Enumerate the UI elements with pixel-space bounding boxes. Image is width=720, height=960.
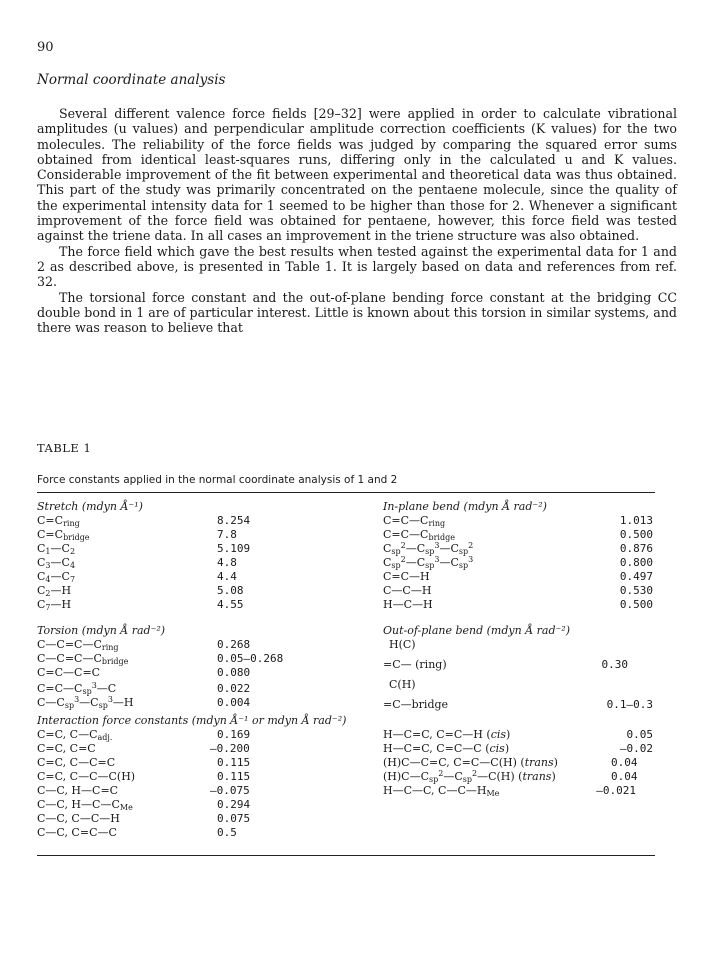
body-text: [37, 106, 677, 335]
interaction-label: H—C=C, C=C—C (cis): [383, 742, 510, 755]
stretch-label: $C_3—C_4$: [37, 556, 76, 570]
paragraph-2: The force field which gave the best results when tested against the experimental data for 1 and 2 as described above, is presented in Table 1. It is largely based on data and references from ref. 32.: [37, 243, 677, 290]
interaction-value: 0.115: [217, 756, 251, 769]
interaction-label: C—C, C=C—C: [37, 826, 117, 839]
stretch-label: $C_4—C_7$: [37, 570, 76, 584]
page-number: 90: [37, 40, 54, 55]
interaction-label: H—C—C, $C—C—H_{Me}$: [383, 784, 500, 798]
table-label: TABLE 1: [37, 441, 92, 455]
interaction-value: 0.04: [611, 770, 638, 783]
inplane-heading: In-plane bend (mdyn Å rad⁻²): [383, 500, 547, 513]
outofplane-label: =C—bridge: [383, 698, 449, 711]
interaction-value: 0.5: [217, 826, 237, 839]
outofplane-value: 0.1—0.3: [606, 698, 653, 711]
stretch-value: 4.55: [217, 598, 244, 611]
outofplane-label: =C— (ring): [383, 658, 447, 671]
torsion-value: 0.268: [217, 638, 251, 651]
outofplane-substituent: H(C): [389, 638, 416, 651]
torsion-heading: Torsion (mdyn Å rad⁻²): [37, 624, 166, 637]
stretch-value: 4.4: [217, 570, 237, 583]
torsion-label: $C—C_{sp}^3—C_{sp}^3—H$: [37, 695, 134, 710]
torsion-value: 0.05—0.268: [217, 652, 284, 665]
table-bottom-rule: [37, 855, 655, 856]
inplane-value: 1.013: [619, 514, 653, 527]
stretch-label: $C_2—H$: [37, 584, 72, 598]
torsion-value: 0.004: [217, 696, 251, 709]
interaction-value: 0.075: [217, 812, 251, 825]
table-top-rule: [37, 492, 655, 493]
interaction-heading: Interaction force constants (mdyn Å⁻¹ or mdyn Å rad⁻²): [37, 714, 347, 727]
paragraph-3: The torsional force constant and the out-of-plane bending force constant at the bridging CC double bond in 1 are of particular interest. Little is known about this torsion in similar systems, and there was reason to believe that: [37, 289, 677, 336]
stretch-value: 8.254: [217, 514, 251, 527]
inplane-value: 0.800: [619, 556, 653, 569]
inplane-label: $C=C—C_{bridge}$: [383, 528, 455, 542]
stretch-label: $C_7—H$: [37, 598, 72, 612]
interaction-label: H—C=C, C=C—H (cis): [383, 728, 511, 741]
inplane-label: $C=C—C_{ring}$: [383, 514, 446, 528]
inplane-value: 0.500: [619, 598, 653, 611]
interaction-value: 0.169: [217, 728, 251, 741]
interaction-label: C—C, C—C—H: [37, 812, 120, 825]
stretch-value: 5.109: [217, 542, 251, 555]
interaction-label: C—C, H—C=C: [37, 784, 119, 797]
interaction-label: C=C, $C—C_{adj.}$: [37, 728, 113, 742]
interaction-value: 0.04: [611, 756, 638, 769]
interaction-label: C=C, C=C: [37, 742, 96, 755]
stretch-value: 5.08: [217, 584, 244, 597]
section-title: Normal coordinate analysis: [37, 72, 226, 88]
outofplane-substituent: C(H): [389, 678, 416, 691]
torsion-label: C=C—C=C: [37, 666, 101, 679]
interaction-value: —0.200: [210, 742, 250, 755]
interaction-label: (H)C—C=C, C=C—C(H) (trans): [383, 756, 558, 769]
interaction-label: C=C, C—C—C(H): [37, 770, 136, 783]
interaction-value: —0.021: [596, 784, 636, 797]
stretch-label: $C=C_{bridge}$: [37, 528, 90, 542]
inplane-value: 0.530: [619, 584, 653, 597]
inplane-value: 0.500: [619, 528, 653, 541]
table-caption: Force constants applied in the normal coordinate analysis of 1 and 2: [37, 474, 398, 486]
stretch-label: $C_1—C_2$: [37, 542, 76, 556]
interaction-value: 0.05: [626, 728, 653, 741]
inplane-value: 0.497: [619, 570, 653, 583]
interaction-value: 0.115: [217, 770, 251, 783]
inplane-label: $C_{sp}^2—C_{sp}^3—C_{sp}^2$: [383, 541, 474, 556]
stretch-heading: Stretch (mdyn Å⁻¹): [37, 500, 143, 513]
interaction-value: —0.075: [210, 784, 250, 797]
paragraph-1: Several different valence force fields [29–32] were applied in order to calculate vibrational amplitudes (u values) and perpendicular amplitude correction coefficients (K values) for the two molecules. The reliability of the force fields was judged by comparing the squared error sums obtained from identical least-squares runs, differing only in the calculated u and K values. Considerable improvement of the fit between experimental and theoretical data was thus obtained. This part of the study was primarily concentrated on the pentaene molecule, since the quality of the experimental intensity data for 1 seemed to be higher than those for 2. Whenever a significant improvement of the force field was obtained for pentaene, however, this force field was tested against the triene data. In all cases an improvement in the triene structure was also obtained.: [37, 106, 677, 244]
interaction-label: $(H)C—C_{sp}^2—C_{sp}^2—C(H)$ (trans): [383, 769, 556, 784]
interaction-label: C=C, C—C=C: [37, 756, 116, 769]
stretch-value: 7.8: [217, 528, 237, 541]
stretch-label: $C=C_{ring}$: [37, 514, 80, 528]
inplane-label: $C_{sp}^2—C_{sp}^3—C_{sp}^3$: [383, 555, 474, 570]
torsion-value: 0.022: [217, 682, 251, 695]
torsion-value: 0.080: [217, 666, 251, 679]
torsion-label: $C—C=C—C_{ring}$: [37, 638, 119, 652]
interaction-value: —0.02: [619, 742, 653, 755]
inplane-label: C=C—H: [383, 570, 430, 583]
stretch-value: 4.8: [217, 556, 237, 569]
outofplane-value: 0.30: [601, 658, 628, 671]
torsion-label: $C=C—C_{sp}^3—C$: [37, 681, 117, 696]
interaction-label: C—C, $H—C—C_{Me}$: [37, 798, 133, 812]
inplane-label: H—C—H: [383, 598, 433, 611]
inplane-label: C—C—H: [383, 584, 432, 597]
interaction-value: 0.294: [217, 798, 251, 811]
torsion-label: $C—C=C—C_{bridge}$: [37, 652, 129, 666]
outofplane-heading: Out-of-plane bend (mdyn Å rad⁻²): [383, 624, 571, 637]
inplane-value: 0.876: [619, 542, 653, 555]
